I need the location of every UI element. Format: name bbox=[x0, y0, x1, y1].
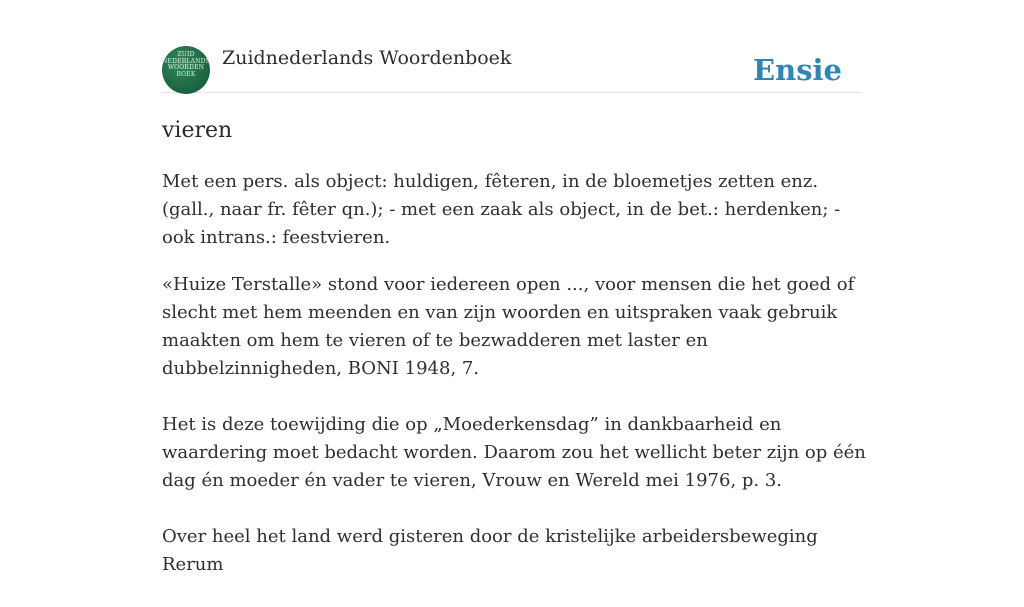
logo-line: BOEK bbox=[176, 70, 196, 78]
brand-logo-link[interactable]: Ensie bbox=[753, 53, 842, 87]
dictionary-logo[interactable] bbox=[162, 46, 210, 94]
entry-quote: Over heel het land werd gisteren door de kristelijke arbeidersbeweging Rerum bbox=[162, 526, 818, 575]
entry-headword: vieren bbox=[162, 118, 233, 143]
logo-line: NEDERLANDS bbox=[162, 57, 210, 65]
entry-content bbox=[162, 168, 866, 607]
entry-quote: «Huize Terstalle» stond voor iedereen open ..., voor mensen die het goed of slecht met hem meenden en van zijn woorden en uitspraken vaak gebruik maakten om hem te vieren of te bezwadderen met laster en dubbelzinnigheden, BONI 1948, 7. bbox=[162, 274, 855, 379]
logo-line: ZUID bbox=[177, 51, 195, 58]
entry-quote: Het is deze toewijding die op „Moederkensdag” in dankbaarheid en waardering moet bedacht worden. Daarom zou het wellicht beter zijn op één dag én moeder én vader te vieren, Vrouw en Wereld mei 1976, p. 3. bbox=[162, 414, 866, 491]
site-name-link[interactable]: Zuidnederlands Woordenboek bbox=[222, 47, 512, 69]
logo-line: WOORDEN bbox=[167, 64, 205, 71]
entry-definition: Met een pers. als object: huldigen, fêteren, in de bloemetjes zetten enz. (gall., naar fr. fêter qn.); - met een zaak als object, in de bet.: herdenken; - ook intrans.: feestvieren. bbox=[162, 171, 841, 248]
header bbox=[162, 46, 862, 93]
logo-text bbox=[162, 52, 210, 78]
